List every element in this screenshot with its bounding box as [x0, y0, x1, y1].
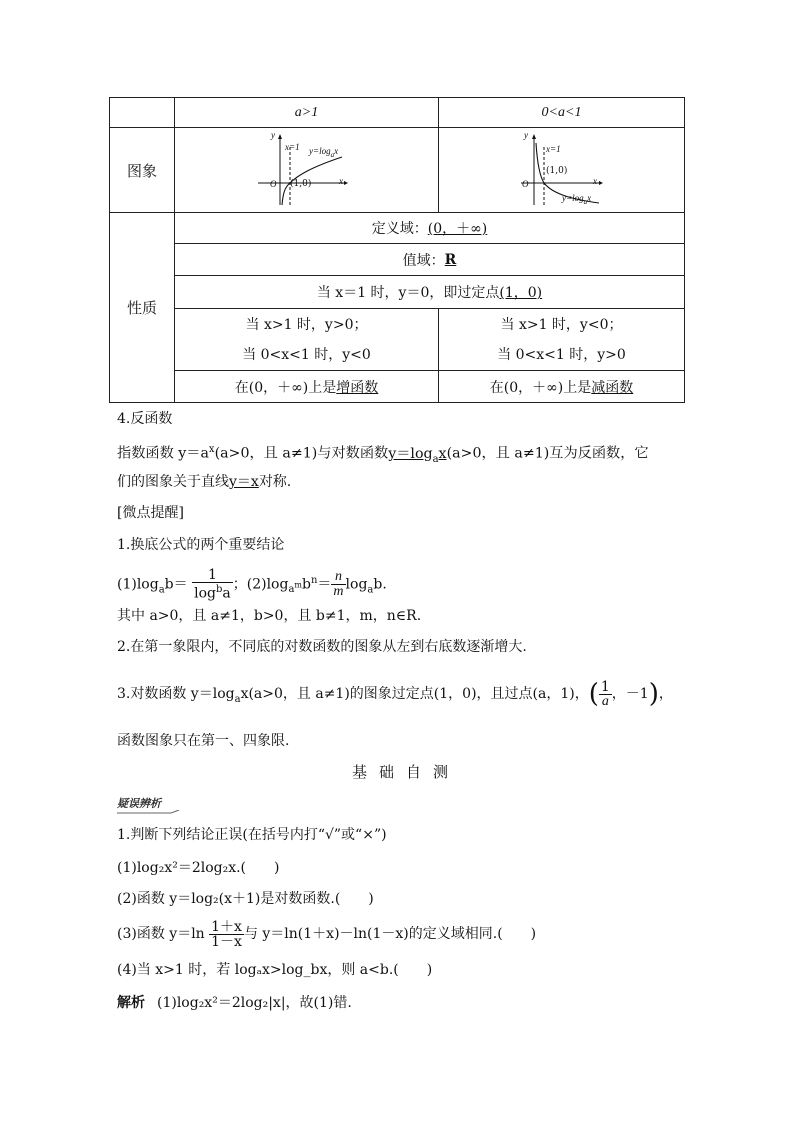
tag-label: 疑误辨析	[117, 797, 161, 810]
table-rule	[109, 127, 685, 128]
tips-conditions: 其中 a>0，且 a≠1，b>0，且 b≠1，m，n∈R.	[117, 608, 422, 624]
header-col1: a>1	[294, 104, 319, 120]
inverse-line1: 指数函数 $y=a^x(a>0$，且 a≠1)与对数函数$y=\log_ax(a>0$，且 a≠1)互为反函数，它	[117, 444, 649, 465]
question-1-1: (1)log₂x²＝2log₂x.( )	[117, 860, 280, 876]
point-fraction: $\frac{1}{a}$	[600, 678, 610, 709]
domain-row: 定义域： (0，＋∞)	[371, 221, 488, 237]
monotonic-col1: 在(0，＋∞)上是 增函数	[234, 379, 379, 396]
tips-item-2: 2.在第一象限内，不同底的对数函数的图象从左到右底数逐渐增大.	[117, 639, 527, 655]
graph1-x-axis-label: x	[339, 176, 343, 186]
tips-item-3-line2: 函数图象只在第一、四象限.	[117, 733, 290, 749]
graph-log-increasing	[254, 131, 354, 209]
tips-item-1: 1.换底公式的两个重要结论	[117, 537, 285, 553]
question-1-2: (2)函数 y＝log₂(x＋1)是对数函数.( )	[117, 891, 374, 907]
change-of-base-formulas: $(1)\log_ab=$ $\frac{1}{\log^ba}$ ；$(2)\log_{a^m}b^n=$ $\frac{n}{m}$ $\log_ab$.	[117, 567, 387, 602]
graph1-y-axis-label: y	[271, 130, 275, 140]
graph1-dashed-label: x=1	[285, 142, 300, 152]
question-1: 1.判断下列结论正误(在括号内打“√”或“×”)	[117, 827, 387, 843]
sign-col2: 当 x>1 时，y<0； 当 0<x<1 时，y>0	[497, 316, 626, 363]
question-1-3: (3)函数 y＝ln $\frac{1+x}{1-x}$ 与 y＝ln(1＋x)－ln(1－x)的定义域相同.( )	[117, 918, 537, 950]
range-row: 值域： R	[402, 251, 457, 269]
formula-fraction: $\frac{1}{\log^ba}$	[194, 567, 231, 602]
table-border-bottom	[109, 402, 685, 403]
fixed-point-row: 当 x＝1 时，y＝0，即过定点 (1，0)	[316, 285, 543, 301]
question-1-4: (4)当 x>1 时，若 logₐx>log_bx，则 a<b.( )	[117, 962, 433, 978]
graph2-curve-label: $y=\log_ax$	[562, 193, 592, 206]
monotonic-col2: 在(0，＋∞)上是 减函数	[489, 379, 634, 396]
graph2-y-axis-label: y	[524, 130, 528, 140]
formula-fraction: $\frac{n}{m}$	[333, 569, 344, 600]
graph2-point-label: (1,0)	[546, 166, 568, 176]
tag-underline-decoration	[117, 810, 183, 816]
graph2-origin-label: O	[522, 179, 529, 189]
row-label-properties: 性质	[126, 299, 157, 317]
section-title: 基础自测	[352, 763, 461, 781]
graph2-x-axis-label: x	[593, 176, 597, 186]
sign-col1: 当 x>1 时，y>0； 当 0<x<1 时，y<0	[242, 316, 371, 363]
tips-heading: [微点提醒]	[117, 505, 184, 521]
graph1-curve-label: $y=\log_ax$	[309, 146, 339, 159]
row-label-graph: 图象	[126, 161, 157, 180]
inverse-heading: 4.反函数	[117, 411, 173, 427]
table-border-right	[684, 97, 685, 403]
tips-item-3: 3.对数函数 $y=\log_ax(a>0$，且 a≠1)的图象过定点(1，0)，且过点(a，1)，( $\frac{1}{a}$ ，－1)，	[117, 678, 673, 709]
properties-table	[109, 97, 685, 403]
ln-fraction: $\frac{1+x}{1-x}$	[211, 918, 242, 950]
graph2-dashed-label: x=1	[546, 144, 561, 154]
inverse-line2: 们的图象关于直线y＝x对称.	[117, 474, 292, 490]
graph1-origin-label: O	[270, 179, 277, 189]
graph1-point-label: (1,0)	[290, 179, 312, 189]
header-col2: 0<a<1	[541, 104, 582, 120]
analysis: 解析 (1)log₂x²＝2log₂|x|，故(1)错.	[117, 995, 352, 1011]
